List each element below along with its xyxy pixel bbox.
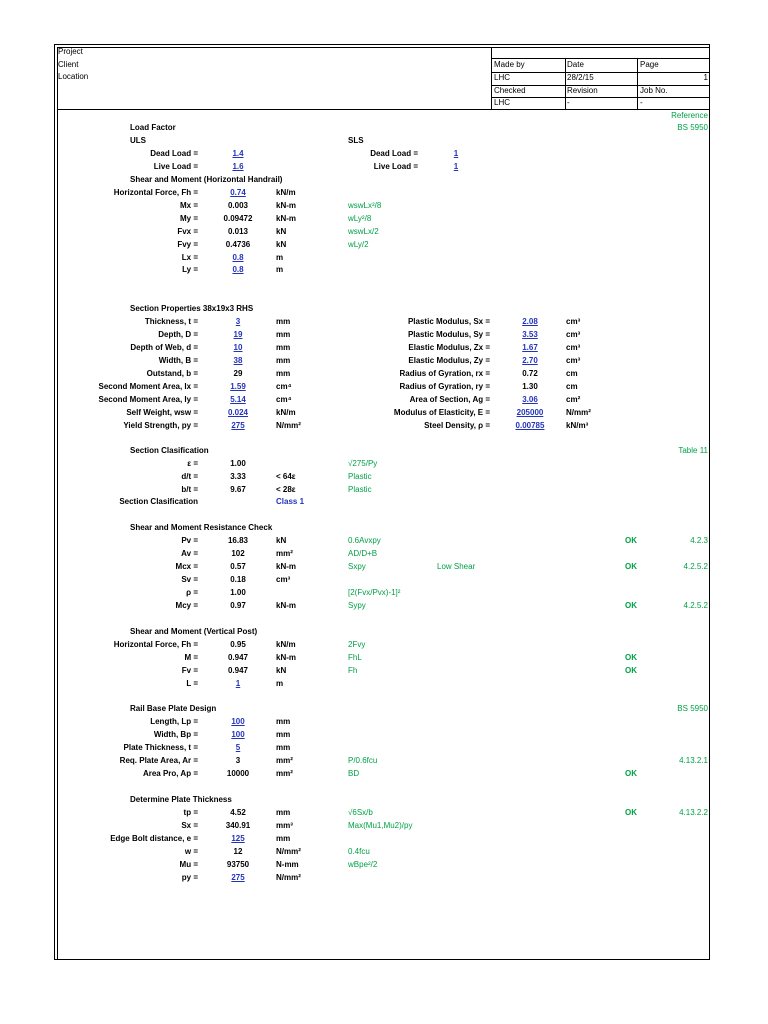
input-cell[interactable]: 1: [453, 149, 459, 158]
unit-label: N/mm²: [276, 846, 301, 856]
unit-label: kN-m: [276, 213, 297, 223]
unit-label: kN-m: [276, 601, 297, 610]
unit-label: kN-m: [276, 200, 297, 210]
field-label: L =: [186, 678, 198, 688]
input-cell[interactable]: 1: [453, 162, 459, 171]
field-label: Dead Load =: [370, 149, 418, 158]
computed-value: 1.30: [522, 382, 538, 391]
input-cell[interactable]: 125: [231, 833, 245, 843]
input-cell[interactable]: 5.14: [230, 395, 246, 404]
field-label: Plastic Modulus, Sy =: [407, 330, 490, 339]
field-label: Outstand, b =: [146, 369, 198, 378]
field-label: py =: [181, 872, 198, 882]
formula-text: Plastic: [348, 484, 372, 494]
field-label: Self Weight, wsw =: [126, 408, 198, 417]
unit-label: kN/m: [276, 640, 296, 649]
ok-status: OK: [625, 536, 637, 545]
formula-text: Sypy: [348, 601, 366, 610]
reference-code: BS 5950: [677, 123, 708, 132]
job-value: -: [640, 98, 643, 107]
computed-value: 0.57: [230, 562, 246, 571]
computed-value: 3: [235, 756, 241, 765]
input-cell[interactable]: 2.70: [522, 356, 538, 365]
input-cell[interactable]: 1: [235, 678, 241, 688]
input-cell[interactable]: 3.53: [522, 330, 538, 339]
field-label: ρ =: [186, 588, 198, 597]
computed-value: 0.947: [227, 665, 249, 675]
header-rule: [491, 72, 710, 73]
section-title: Load Factor: [130, 123, 176, 132]
field-label: Sv =: [181, 575, 198, 584]
field-label: Depth of Web, d =: [130, 343, 198, 352]
unit-label: cm: [566, 369, 578, 378]
input-cell[interactable]: 275: [231, 872, 245, 882]
unit-label: m: [276, 252, 284, 262]
computed-value: 3.33: [230, 471, 246, 481]
field-label: w =: [184, 846, 198, 856]
section-title: Shear and Moment (Horizontal Handrail): [130, 175, 283, 184]
formula-text: Fh: [348, 665, 358, 675]
computed-value: 9.67: [230, 484, 246, 494]
unit-label: cm³: [276, 575, 291, 584]
unit-label: mm: [276, 833, 291, 843]
section-title: Section Clasification: [130, 446, 209, 455]
computed-value: 4.52: [230, 808, 246, 817]
unit-label: mm²: [276, 769, 293, 778]
sls-label: SLS: [348, 136, 364, 145]
field-label: Edge Bolt distance, e =: [110, 833, 198, 843]
input-cell[interactable]: 3: [235, 317, 241, 326]
field-label: Horizontal Force, Fh =: [113, 640, 198, 649]
formula-text: wswLx²/8: [348, 200, 382, 210]
field-label: Thickness, t =: [144, 317, 198, 326]
unit-label: mm²: [276, 549, 293, 558]
formula-text: P/0.6fcu: [348, 756, 378, 765]
input-cell[interactable]: 1.4: [232, 149, 244, 158]
computed-value: 10000: [226, 769, 250, 778]
unit-label: cm³: [566, 317, 581, 326]
field-label: Elastic Modulus, Zy =: [408, 356, 490, 365]
reference-heading: Reference: [671, 111, 708, 120]
checked-value: LHC: [494, 98, 511, 107]
input-cell[interactable]: 38: [233, 356, 243, 365]
field-label: Depth, D =: [158, 330, 198, 339]
formula-text: AD/D+B: [348, 549, 378, 558]
computed-value: 0.4736: [225, 239, 251, 249]
formula-text: 0.4fcu: [348, 846, 370, 856]
field-label: Plate Thickness, t =: [123, 743, 198, 752]
section-title: Section Properties 38x19x3 RHS: [130, 304, 254, 313]
computed-value: 0.18: [230, 575, 246, 584]
input-cell[interactable]: 0.00785: [515, 421, 545, 430]
client-label: Client: [58, 60, 79, 69]
formula-text: Plastic: [348, 471, 372, 481]
unit-label: kN: [276, 239, 287, 249]
field-label: Mcx =: [175, 562, 198, 571]
reference-code: 4.2.5.2: [683, 601, 708, 610]
input-cell[interactable]: 0.8: [232, 265, 244, 275]
field-label: M =: [184, 652, 198, 662]
header-col: [637, 58, 638, 109]
field-label: Radius of Gyration, rx =: [399, 369, 490, 378]
unit-label: mm: [276, 808, 291, 817]
made-by-label: Made by: [494, 60, 525, 69]
reference-code: BS 5950: [677, 704, 708, 713]
field-label: Width, Bp =: [153, 730, 198, 739]
unit-label: mm: [276, 356, 291, 365]
unit-label: cm³: [566, 330, 581, 339]
unit-label: mm: [276, 730, 291, 739]
input-cell[interactable]: 0.74: [230, 188, 246, 197]
unit-label: kN/m: [276, 188, 296, 197]
input-cell[interactable]: 100: [231, 730, 245, 739]
ok-status: OK: [625, 601, 637, 610]
unit-label: N/mm²: [276, 421, 301, 430]
input-cell[interactable]: 19: [233, 330, 243, 339]
section-title: Rail Base Plate Design: [130, 704, 217, 713]
unit-label: N-mm: [276, 859, 299, 869]
formula-text: Max(Mu1,Mu2)/py: [348, 820, 413, 830]
unit-label: mm: [276, 369, 291, 378]
unit-label: mm³: [276, 820, 293, 830]
unit-label: N/mm²: [566, 408, 591, 417]
field-label: d/t =: [181, 471, 198, 481]
ok-status: OK: [625, 808, 637, 817]
ok-status: OK: [625, 652, 637, 662]
field-label: Sx =: [181, 820, 198, 830]
input-cell[interactable]: 10: [233, 343, 243, 352]
unit-label: kN/m³: [566, 421, 589, 430]
project-label: Project: [58, 47, 83, 56]
section-title: Shear and Moment Resistance Check: [130, 523, 273, 532]
field-label: Mcy =: [175, 601, 198, 610]
location-label: Location: [58, 72, 89, 81]
computed-value: 1.00: [230, 588, 246, 597]
date-label: Date: [567, 60, 584, 69]
unit-label: kN: [276, 665, 287, 675]
field-label: Mu =: [179, 859, 198, 869]
formula-text: wswLx/2: [348, 226, 379, 236]
made-by-value: LHC: [494, 73, 511, 82]
computed-value: 0.97: [230, 601, 246, 610]
field-label: ε =: [187, 459, 198, 468]
unit-label: mm: [276, 330, 291, 339]
unit-label: cm⁴: [276, 382, 292, 391]
input-cell[interactable]: 205000: [516, 408, 544, 417]
field-label: Elastic Modulus, Zx =: [408, 343, 490, 352]
field-label: Second Moment Area, Ix =: [98, 382, 198, 391]
field-label: b/t =: [181, 484, 198, 494]
reference-code: 4.13.2.1: [679, 756, 708, 765]
computed-value: 0.95: [230, 640, 246, 649]
field-label: Dead Load =: [150, 149, 198, 158]
field-label: Pv =: [181, 536, 198, 545]
computed-value: 340.91: [225, 820, 251, 830]
computed-value: 93750: [226, 859, 250, 869]
unit-label: N/mm²: [276, 872, 301, 882]
computed-value: 0.947: [227, 652, 249, 662]
field-label: Length, Lp =: [150, 717, 198, 726]
input-cell[interactable]: 5: [235, 743, 241, 752]
header-rule: [57, 109, 710, 110]
formula-text: BD: [348, 769, 360, 778]
formula-text: wLy/2: [348, 239, 369, 249]
field-label: Live Load =: [373, 162, 418, 171]
field-label: Horizontal Force, Fh =: [113, 188, 198, 197]
section-title: Shear and Moment (Vertical Post): [130, 627, 258, 636]
uls-label: ULS: [130, 136, 146, 145]
field-label: Steel Density, ρ =: [424, 421, 490, 430]
field-label: Area of Section, Ag =: [409, 395, 490, 404]
field-label: Yield Strength, py =: [123, 421, 198, 430]
unit-label: mm: [276, 343, 291, 352]
unit-label: < 64ε: [276, 471, 296, 481]
input-cell[interactable]: 1.59: [230, 382, 246, 391]
field-label: Radius of Gyration, ry =: [399, 382, 490, 391]
header-col: [491, 47, 492, 109]
field-label: Lx =: [181, 252, 198, 262]
computed-value: 29: [233, 369, 243, 378]
unit-label: cm³: [566, 356, 581, 365]
header-rule: [491, 58, 710, 59]
note-text: Low Shear: [437, 562, 476, 571]
revision-value: -: [567, 98, 570, 107]
header-rule: [491, 97, 710, 98]
input-cell[interactable]: 2.08: [522, 317, 538, 326]
computed-value: 12: [233, 846, 243, 856]
date-value: 28/2/15: [567, 73, 594, 82]
unit-label: cm: [566, 382, 578, 391]
field-label: tp =: [183, 808, 198, 817]
class-value: Class 1: [276, 497, 305, 506]
unit-label: mm²: [276, 756, 293, 765]
formula-text: FhL: [348, 652, 362, 662]
unit-label: m: [276, 678, 284, 688]
field-label: Req. Plate Area, Ar =: [119, 756, 198, 765]
ok-status: OK: [625, 562, 637, 571]
formula-text: √275/Py: [348, 459, 378, 468]
field-label: Fv =: [181, 665, 198, 675]
field-label: My =: [179, 213, 198, 223]
computed-value: 0.09472: [223, 213, 253, 223]
field-label: Ly =: [182, 265, 198, 275]
computed-value: 1.00: [230, 459, 246, 468]
formula-text: 2Fvy: [348, 640, 366, 649]
unit-label: cm⁴: [276, 395, 292, 404]
unit-label: < 28ε: [276, 484, 296, 494]
field-label: Av =: [181, 549, 198, 558]
formula-text: Sxpy: [348, 562, 366, 571]
input-cell[interactable]: 3.06: [522, 395, 538, 404]
formula-text: wLy²/8: [348, 213, 372, 223]
computed-value: 0.013: [227, 226, 249, 236]
reference-code: 4.2.5.2: [683, 562, 708, 571]
input-cell[interactable]: 0.8: [232, 252, 244, 262]
formula-text: √6Sx/b: [348, 808, 373, 817]
unit-label: kN-m: [276, 562, 297, 571]
computed-value: 16.83: [227, 536, 249, 545]
ok-status: OK: [625, 769, 637, 778]
job-label: Job No.: [640, 86, 668, 95]
unit-label: kN-m: [276, 652, 297, 662]
revision-label: Revision: [567, 86, 598, 95]
reference-code: Table 11: [678, 446, 708, 455]
field-label: Plastic Modulus, Sx =: [407, 317, 490, 326]
input-cell[interactable]: 0.024: [227, 408, 249, 417]
unit-label: cm²: [566, 395, 581, 404]
field-label: Second Moment Area, Iy =: [98, 395, 198, 404]
field-label: Fvx =: [177, 226, 198, 236]
unit-label: kN: [276, 536, 287, 545]
field-label: Section Clasification: [119, 497, 198, 506]
computed-value: 0.003: [227, 200, 249, 210]
formula-text: wBpe²/2: [348, 859, 378, 869]
formula-text: [2(Fvx/Pvx)-1]²: [348, 588, 401, 597]
field-label: Width, B =: [158, 356, 198, 365]
input-cell[interactable]: 1.6: [232, 162, 244, 171]
field-label: Live Load =: [153, 162, 198, 171]
ok-status: OK: [625, 665, 637, 675]
computed-value: 0.72: [522, 369, 538, 378]
field-label: Fvy =: [177, 239, 198, 249]
unit-label: mm: [276, 717, 291, 726]
unit-label: mm: [276, 317, 291, 326]
unit-label: kN: [276, 226, 287, 236]
unit-label: m: [276, 265, 284, 275]
computed-value: 102: [231, 549, 245, 558]
section-title: Determine Plate Thickness: [130, 795, 232, 804]
field-label: Mx =: [179, 200, 198, 210]
unit-label: mm: [276, 743, 291, 752]
header-col: [565, 58, 566, 109]
field-label: Area Pro, Ap =: [142, 769, 198, 778]
checked-label: Checked: [494, 86, 526, 95]
unit-label: kN/m: [276, 408, 296, 417]
field-label: Modulus of Elasticity, E =: [393, 408, 490, 417]
input-cell[interactable]: 100: [231, 717, 245, 726]
unit-label: cm³: [566, 343, 581, 352]
reference-code: 4.2.3: [690, 536, 708, 545]
page-value: 1: [703, 73, 708, 82]
reference-code: 4.13.2.2: [679, 808, 708, 817]
input-cell[interactable]: 1.67: [522, 343, 538, 352]
page-label: Page: [640, 60, 659, 69]
formula-text: 0.6Avxpy: [348, 536, 381, 545]
input-cell[interactable]: 275: [231, 421, 245, 430]
